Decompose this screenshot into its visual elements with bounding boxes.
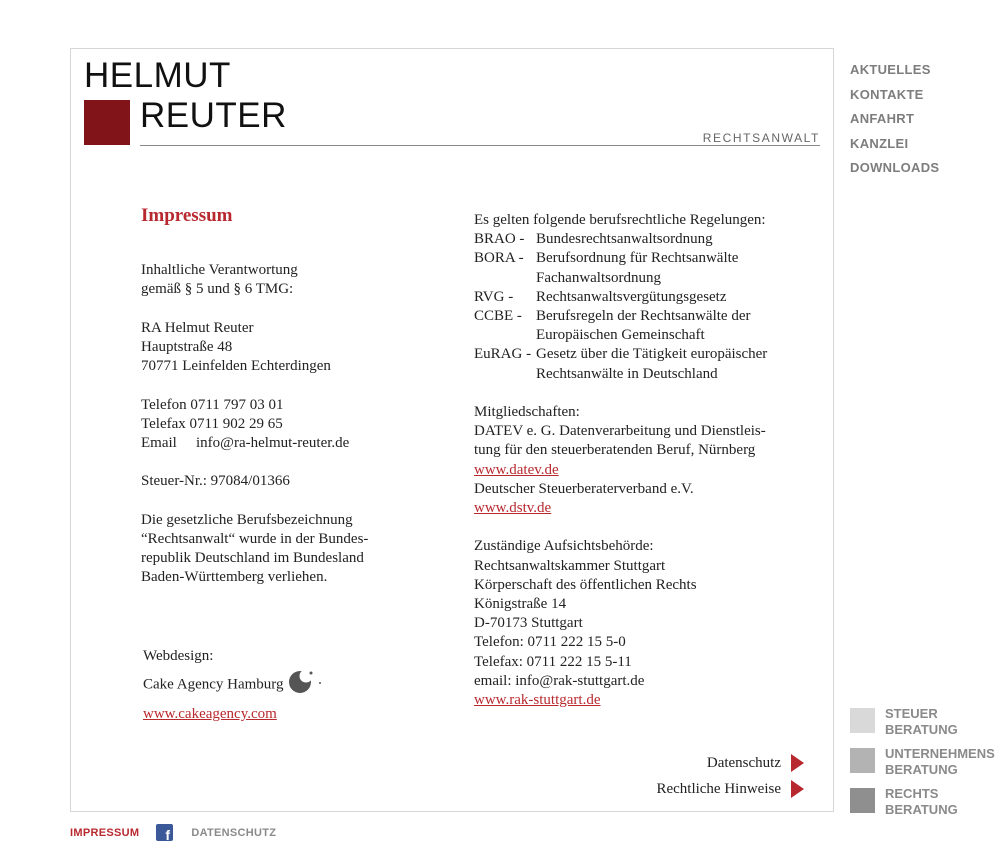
datev-text: DATEV e. G. Datenverarbeitung und Dienstleis-: [474, 423, 766, 440]
datev-link[interactable]: www.datev.de: [474, 461, 559, 478]
text-line: “Rechtsanwalt“ wurde in der Bundes-: [141, 530, 369, 547]
rechtliche-hinweise-link-label: Rechtliche Hinweise: [656, 780, 781, 797]
webdesign-label: Webdesign:: [143, 648, 214, 664]
datenschutz-link-label: Datenschutz: [706, 754, 781, 771]
rechtliche-hinweise-link[interactable]: [656, 776, 804, 802]
logo-name-line2: REUTER: [140, 96, 287, 135]
authority-line: Körperschaft des öffentlichen Rechts: [474, 576, 697, 593]
nav-item-anfahrt[interactable]: ANFAHRT: [850, 111, 915, 126]
webdesign-link[interactable]: www.cakeagency.com: [143, 706, 277, 722]
impressum-left-column: [141, 206, 441, 607]
rak-link[interactable]: www.rak-stuttgart.de: [474, 692, 601, 709]
rule-text: Fachanwaltsordnung: [536, 269, 661, 286]
logo-subtitle: RECHTSANWALT: [702, 131, 820, 145]
category-label: RECHTS BERATUNG: [885, 786, 958, 817]
datev-text: tung für den steuerberatenden Beruf, Nürnberg: [474, 442, 756, 459]
text-line: Die gesetzliche Berufsbezeichnung: [141, 511, 353, 528]
rule-text: Berufsregeln der Rechtsanwälte der: [536, 308, 751, 325]
dstv-text: Deutscher Steuerberaterverband e.V.: [474, 480, 694, 497]
phone-line: Telefon 0711 797 03 01: [141, 396, 284, 413]
facebook-icon[interactable]: f: [156, 824, 173, 841]
logo-name-line1: HELMUT: [84, 56, 231, 95]
category-label: UNTERNEHMENS BERATUNG: [885, 746, 995, 777]
rule-row: [474, 288, 824, 307]
rules-intro: Es gelten folgende berufsrechtliche Regelungen:: [474, 212, 766, 228]
rule-text: Berufsordnung für Rechtsanwälte: [536, 250, 739, 267]
rule-row: [474, 230, 824, 249]
rule-abbreviation: BORA -: [474, 250, 524, 267]
profession-block: [141, 511, 441, 588]
rule-abbreviation: CCBE -: [474, 308, 522, 325]
rule-row: [474, 345, 824, 383]
rule-text: Europäischen Gemeinschaft: [536, 327, 705, 344]
authority-line: Telefon: 0711 222 15 5-0: [474, 634, 626, 651]
bottom-links: [656, 750, 804, 802]
main-nav: [850, 58, 939, 181]
authority-line: email: info@rak-stuttgart.de: [474, 672, 645, 689]
tax-number: Steuer-Nr.: 97084/01366: [141, 473, 290, 490]
logo-square: [84, 100, 130, 145]
rule-abbreviation: EuRAG -: [474, 346, 532, 363]
tax-block: [141, 472, 441, 491]
category-square: [850, 788, 875, 813]
nav-item-kanzlei[interactable]: KANZLEI: [850, 135, 909, 151]
authority-line: Zuständige Aufsichtsbehörde:: [474, 538, 654, 555]
page-title: Impressum: [141, 205, 233, 226]
arrow-right-icon: [791, 754, 804, 772]
authority-line: Königstraße 14: [474, 596, 567, 613]
category-square: [850, 708, 875, 733]
authority-line: Telefax: 0711 222 15 5-11: [474, 653, 632, 670]
rule-row: [474, 307, 824, 345]
webdesign-credit: [143, 644, 324, 726]
footer-bar: [70, 824, 276, 841]
nav-item-kontakte[interactable]: KONTAKTE: [850, 86, 924, 102]
contact-block: [141, 396, 441, 454]
datenschutz-link[interactable]: [656, 750, 804, 776]
cake-logo-icon: [288, 668, 324, 702]
nav-item-downloads[interactable]: DOWNLOADS: [850, 160, 940, 175]
rule-text: Rechtsanwälte in Deutschland: [536, 365, 718, 382]
dstv-link[interactable]: www.dstv.de: [474, 500, 552, 517]
rule-text: Gesetz über die Tätigkeit europäischer: [536, 346, 768, 363]
rule-abbreviation: BRAO -: [474, 231, 525, 248]
footer-impressum-link[interactable]: IMPRESSUM: [70, 826, 140, 839]
email-value: info@ra-helmut-reuter.de: [196, 435, 350, 451]
webdesign-agency-line: [143, 668, 324, 702]
footer-datenschutz-link[interactable]: DATENSCHUTZ: [191, 826, 277, 839]
address-block: [141, 319, 441, 377]
impressum-right-column: [474, 211, 824, 710]
logo-rule: [140, 145, 820, 146]
email-label: Email: [141, 435, 177, 451]
rule-text: Bundesrechtsanwaltsordnung: [536, 231, 713, 248]
rule-abbreviation: RVG -: [474, 288, 514, 305]
authority-line: D-70173 Stuttgart: [474, 615, 583, 632]
address-line: 70771 Leinfelden Echterdingen: [141, 358, 331, 375]
webdesign-agency: Cake Agency Hamburg: [143, 676, 284, 693]
rule-text: Rechtsanwaltsvergütungsgesetz: [536, 288, 727, 305]
text-line: Inhaltliche Verantwortung: [141, 262, 298, 279]
address-line: Hauptstraße 48: [141, 339, 233, 355]
category-square: [850, 748, 875, 773]
text-line: gemäß § 5 und § 6 TMG:: [141, 281, 294, 298]
nav-item-aktuelles[interactable]: AKTUELLES: [850, 62, 931, 77]
arrow-right-icon: [791, 780, 804, 798]
rule-row: [474, 249, 824, 287]
responsibility-block: [141, 261, 441, 299]
text-line: Baden-Württemberg verliehen.: [141, 569, 328, 586]
category-label: STEUER BERATUNG: [885, 706, 958, 737]
address-line: RA Helmut Reuter: [141, 319, 254, 336]
email-line: [141, 434, 441, 453]
text-line: republik Deutschland im Bundesland: [141, 550, 364, 567]
memberships-heading: Mitgliedschaften:: [474, 404, 580, 421]
fax-line: Telefax 0711 902 29 65: [141, 415, 283, 432]
authority-line: Rechtsanwaltskammer Stuttgart: [474, 557, 666, 574]
